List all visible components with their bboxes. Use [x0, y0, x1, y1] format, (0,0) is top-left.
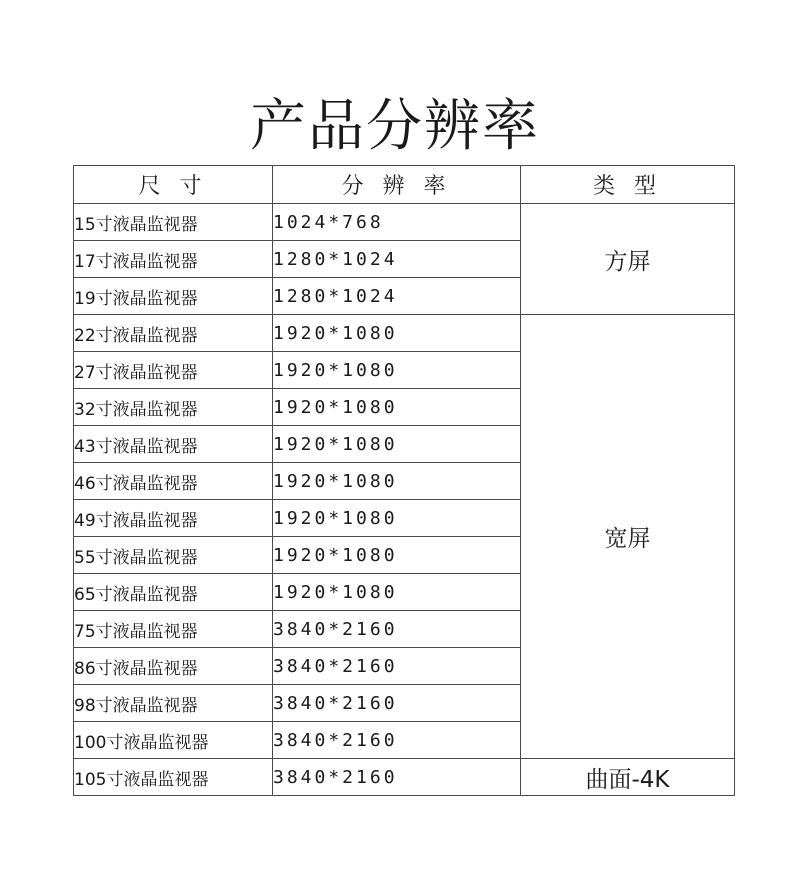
cell-size: 98寸液晶监视器 [74, 685, 273, 722]
cell-resolution: 1920*1080 [273, 463, 521, 500]
table-header-row [74, 166, 735, 204]
cell-resolution: 1280*1024 [273, 241, 521, 278]
cell-resolution: 1920*1080 [273, 389, 521, 426]
cell-resolution: 3840*2160 [273, 685, 521, 722]
cell-resolution: 1920*1080 [273, 537, 521, 574]
header-size: 尺 寸 [74, 166, 273, 204]
cell-type: 方屏 [521, 204, 735, 315]
cell-size: 100寸液晶监视器 [74, 722, 273, 759]
cell-resolution: 1920*1080 [273, 574, 521, 611]
cell-size: 19寸液晶监视器 [74, 278, 273, 315]
header-type: 类 型 [521, 166, 735, 204]
cell-resolution: 1280*1024 [273, 278, 521, 315]
cell-size: 22寸液晶监视器 [74, 315, 273, 352]
cell-type: 宽屏 [521, 315, 735, 759]
page-title: 产品分辨率 [250, 93, 540, 159]
cell-size: 27寸液晶监视器 [74, 352, 273, 389]
cell-size: 32寸液晶监视器 [74, 389, 273, 426]
cell-size: 46寸液晶监视器 [74, 463, 273, 500]
cell-resolution: 1920*1080 [273, 352, 521, 389]
cell-size: 49寸液晶监视器 [74, 500, 273, 537]
table-row [74, 759, 735, 796]
cell-size: 55寸液晶监视器 [74, 537, 273, 574]
cell-resolution: 3840*2160 [273, 722, 521, 759]
cell-size: 105寸液晶监视器 [74, 759, 273, 796]
cell-resolution: 1920*1080 [273, 500, 521, 537]
cell-size: 15寸液晶监视器 [74, 204, 273, 241]
resolution-table [73, 165, 735, 796]
table-row [74, 204, 735, 241]
cell-resolution: 3840*2160 [273, 759, 521, 796]
cell-size: 65寸液晶监视器 [74, 574, 273, 611]
cell-size: 43寸液晶监视器 [74, 426, 273, 463]
cell-resolution: 1920*1080 [273, 426, 521, 463]
table-row [74, 315, 735, 352]
cell-size: 75寸液晶监视器 [74, 611, 273, 648]
cell-size: 86寸液晶监视器 [74, 648, 273, 685]
header-resolution: 分 辨 率 [273, 166, 521, 204]
cell-size: 17寸液晶监视器 [74, 241, 273, 278]
cell-resolution: 1024*768 [273, 204, 521, 241]
cell-resolution: 1920*1080 [273, 315, 521, 352]
table-body [74, 204, 735, 796]
cell-resolution: 3840*2160 [273, 648, 521, 685]
cell-resolution: 3840*2160 [273, 611, 521, 648]
cell-type: 曲面-4K [521, 759, 735, 796]
